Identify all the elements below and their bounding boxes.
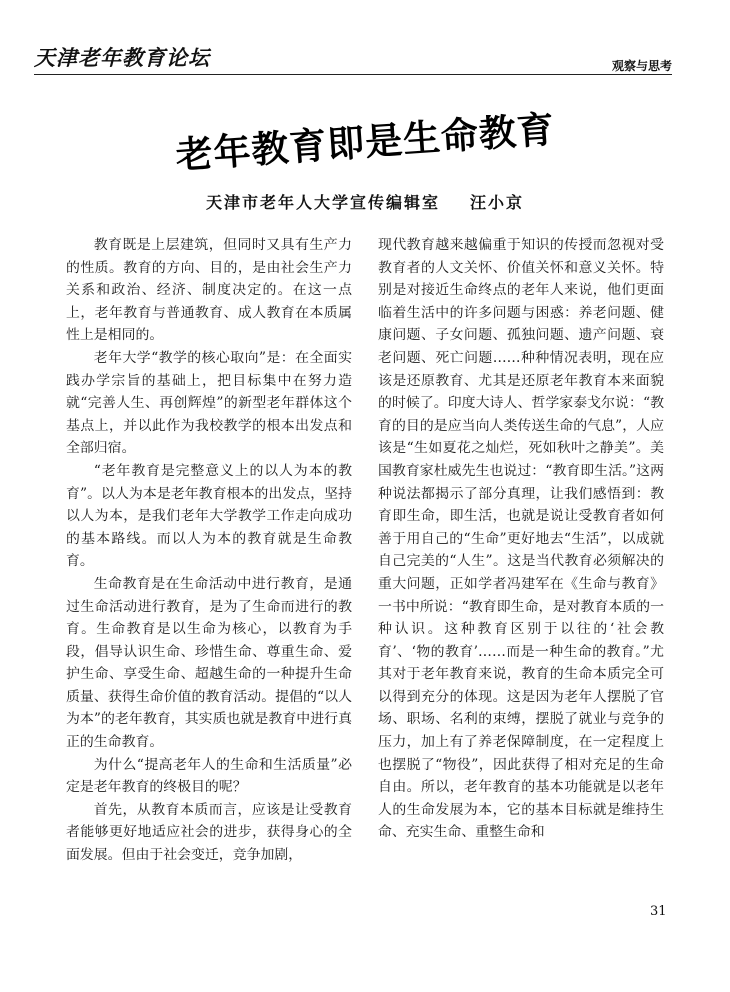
page-header bbox=[34, 42, 672, 78]
byline-author: 汪小京 bbox=[470, 193, 525, 212]
paragraph: 现代教育越来越偏重于知识的传授而忽视对受教育者的人文关怀、价值关怀和意义关怀。特别是对接近生命终点的老年人来说，他们更面临着生活中的许多问题与困惑：养老问题、健康问题、子女问题、孤独问题、遗产问题、衰老问题、死亡问题……种种情况表明，现在应该是还原教育、尤其是还原老年教育本来面貌的时候了。印度大诗人、哲学家泰戈尔说：“教育的目的是应当向人类传送生命的气息”，人应该是“生如夏花之灿烂，死如秋叶之静美”。美国教育家杜威先生也说过：“教育即生活。”这两种说法都揭示了部分真理，让我们感悟到：教育即生命，即生活，也就是说让受教育者如何善于用自己的“生命”更好地去“生活”，以成就自己完美的“人生”。这是当代教育必须解决的重大问题，正如学者冯建军在《生命与教育》一书中所说：“教育即生命，是对教育本质的一种认识。这种教育区别于以往的‘社会教育’、‘物的教育’……而是一种生命的教育。”尤其对于老年教育来说，教育的生命本质完全可以得到充分的体现。这是因为老年人摆脱了官场、职场、名利的束缚，摆脱了就业与竞争的压力，加上有了养老保障制度，在一定程度上也摆脱了“物役”，因此获得了相对充足的生命自由。所以，老年教育的基本功能就是以老年人的生命发展为本，它的基本目标就是维持生命、充实生命、重整生命和 bbox=[378, 237, 664, 841]
left-column bbox=[66, 234, 352, 867]
byline-organization: 天津市老年人大学宣传编辑室 bbox=[205, 193, 440, 212]
journal-masthead: 天津老年教育论坛 bbox=[34, 45, 210, 70]
paragraph: 生命教育是在生命活动中进行教育，是通过生命活动进行教育，是为了生命而进行的教育。生命教育是以生命为核心，以教育为手段，倡导认识生命、珍惜生命、尊重生命、爱护生命、享受生命、超越生命的一种提升生命质量、获得生命价值的教育活动。提倡的“以人为本”的老年教育，其实质也就是教育中进行真正的生命教育。 bbox=[66, 575, 352, 751]
header-rule bbox=[34, 74, 672, 75]
paragraph: 教育既是上层建筑，但同时又具有生产力的性质。教育的方向、目的，是由社会生产力关系和政治、经济、制度决定的。在这一点上，老年教育与普通教育、成人教育在本质属性上是相同的。 bbox=[66, 237, 352, 344]
paragraph: 老年大学“教学的核心取向”是：在全面实践办学宗旨的基础上，把目标集中在努力造就“完善人生、再创辉煌”的新型老年群体这个基点上，并以此作为我校教学的根本出发点和全部归宿。 bbox=[66, 349, 352, 457]
paragraph: 首先，从教育本质而言，应该是让受教育者能够更好地适应社会的进步，获得身心的全面发展。但由于社会变迁，竞争加剧， bbox=[66, 801, 352, 864]
section-label: 观察与思考 bbox=[611, 59, 672, 73]
article-title: 老年教育即是生命教育 bbox=[174, 107, 557, 178]
page-number: 31 bbox=[650, 904, 667, 919]
paragraph: 为什么“提高老年人的生命和生活质量”必定是老年教育的终极目的呢？ bbox=[66, 756, 352, 796]
byline bbox=[0, 190, 730, 213]
right-column bbox=[378, 234, 664, 844]
paragraph: “老年教育是完整意义上的以人为本的教育”。以人为本是老年教育根本的出发点，坚持以人为本，是我们老年大学教学工作走向成功的基本路线。而以人为本的教育就是生命教育。 bbox=[66, 462, 352, 570]
